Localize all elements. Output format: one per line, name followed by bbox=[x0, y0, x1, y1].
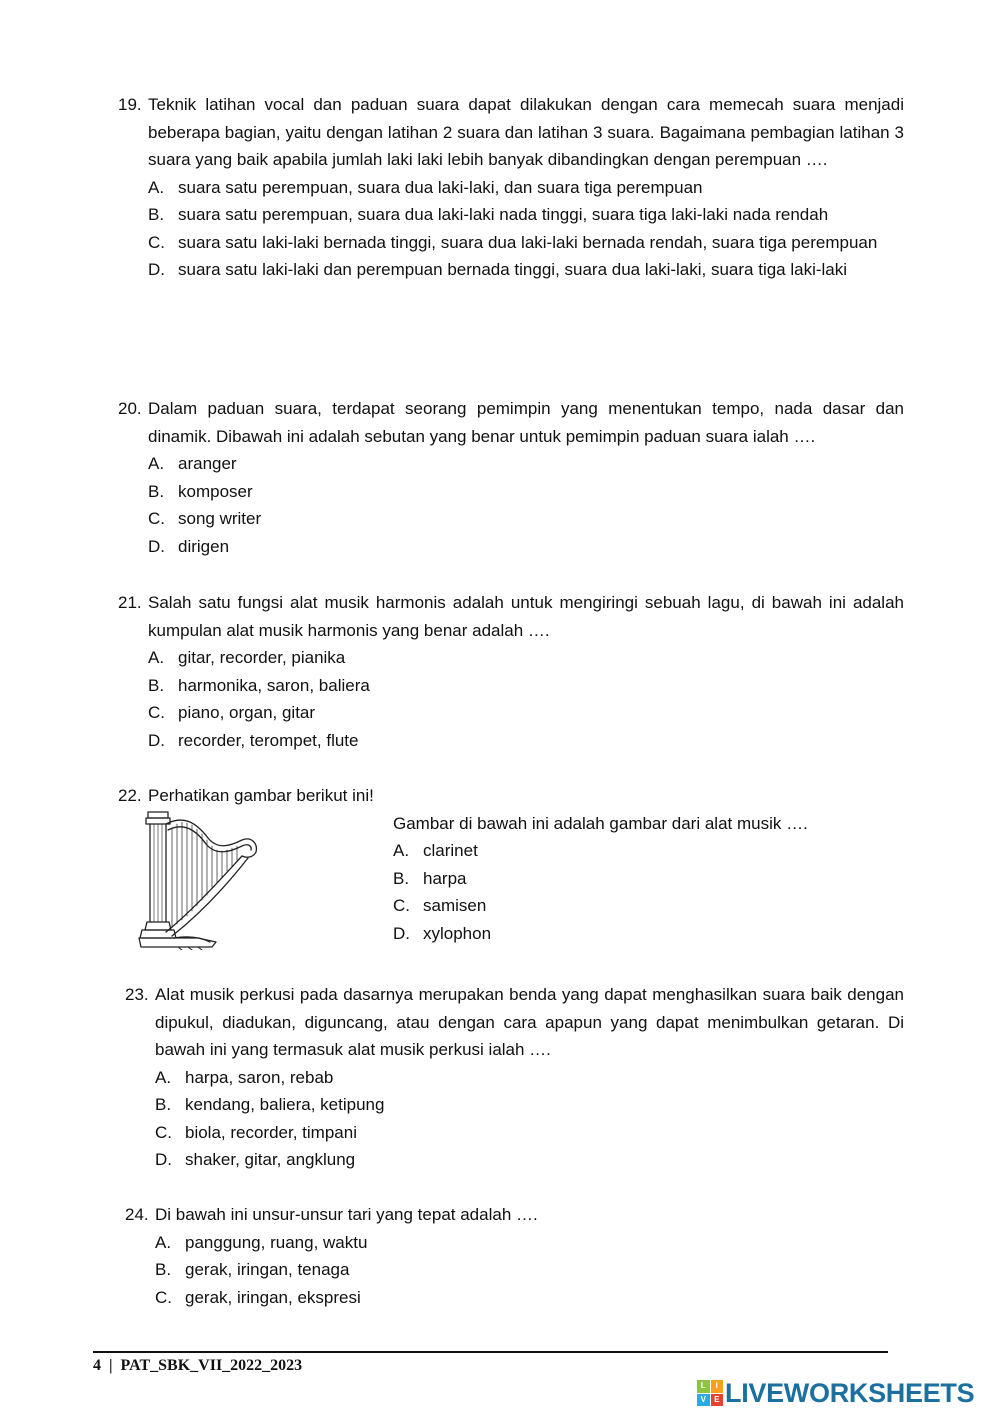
question-number: 23. bbox=[125, 985, 149, 1004]
option-text: suara satu laki-laki bernada tinggi, suara dua laki-laki bernada rendah, suara tiga perempuan bbox=[178, 232, 878, 252]
option-c[interactable] bbox=[125, 1284, 904, 1312]
option-text: piano, organ, gitar bbox=[178, 703, 316, 722]
option-d[interactable] bbox=[125, 1146, 904, 1174]
question-number: 24. bbox=[125, 1205, 149, 1224]
option-b[interactable] bbox=[393, 865, 893, 893]
option-a[interactable] bbox=[393, 837, 893, 865]
option-list bbox=[118, 174, 904, 284]
question-text: Di bawah ini unsur-unsur tari yang tepat adalah …. bbox=[155, 1205, 538, 1224]
option-c[interactable] bbox=[118, 699, 904, 727]
option-c[interactable] bbox=[125, 1119, 904, 1147]
question-prompt: Gambar di bawah ini adalah gambar dari alat musik …. bbox=[393, 813, 808, 833]
option-b[interactable] bbox=[125, 1091, 904, 1119]
question-23 bbox=[125, 981, 904, 1174]
option-text: shaker, gitar, angklung bbox=[185, 1150, 356, 1169]
option-text: gerak, iringan, tenaga bbox=[185, 1260, 350, 1279]
question-stem bbox=[118, 589, 904, 644]
option-b[interactable] bbox=[118, 201, 904, 229]
option-letter: A. bbox=[155, 1232, 172, 1252]
liveworksheets-watermark[interactable] bbox=[697, 1378, 974, 1408]
question-number: 19. bbox=[118, 95, 142, 114]
question-number: 21. bbox=[118, 593, 142, 612]
option-letter: A. bbox=[148, 454, 165, 473]
liveworksheets-text: LIVEWORKSHEETS bbox=[725, 1377, 975, 1408]
option-text: harpa, saron, rebab bbox=[185, 1067, 334, 1087]
harp-image bbox=[138, 810, 260, 950]
footer-rule bbox=[93, 1351, 888, 1353]
option-b[interactable] bbox=[118, 672, 904, 700]
option-letter: C. bbox=[148, 509, 165, 528]
option-list bbox=[125, 1229, 904, 1312]
question-text: Perhatikan gambar berikut ini! bbox=[148, 786, 374, 805]
option-text: komposer bbox=[178, 481, 253, 501]
option-d[interactable] bbox=[393, 920, 893, 948]
option-text: suara satu perempuan, suara dua laki-laki, dan suara tiga perempuan bbox=[178, 177, 703, 197]
option-text: suara satu laki-laki dan perempuan bernada tinggi, suara dua laki-laki, suara tiga laki-laki bbox=[178, 260, 848, 279]
option-text: panggung, ruang, waktu bbox=[185, 1232, 368, 1252]
option-text: samisen bbox=[423, 896, 487, 915]
option-text: gitar, recorder, pianika bbox=[178, 648, 346, 667]
logo-letter: L bbox=[697, 1380, 710, 1393]
option-letter: D. bbox=[148, 260, 165, 279]
option-letter: C. bbox=[155, 1287, 172, 1307]
question-text: Salah satu fungsi alat musik harmonis adalah untuk mengiringi sebuah lagu, di bawah ini adalah kumpulan alat musik harmonis yang benar adalah …. bbox=[148, 593, 904, 640]
option-a[interactable] bbox=[118, 174, 904, 202]
option-text: harpa bbox=[423, 868, 467, 888]
option-list bbox=[393, 837, 893, 947]
option-letter: B. bbox=[155, 1095, 172, 1114]
option-b[interactable] bbox=[125, 1256, 904, 1284]
option-letter: C. bbox=[155, 1122, 172, 1142]
option-c[interactable] bbox=[118, 505, 904, 533]
question-stem bbox=[125, 1201, 904, 1229]
question-number: 20. bbox=[118, 399, 142, 418]
option-c[interactable] bbox=[393, 892, 893, 920]
option-letter: B. bbox=[155, 1260, 172, 1279]
question-22 bbox=[118, 782, 904, 943]
option-letter: A. bbox=[155, 1067, 172, 1087]
option-text: suara satu perempuan, suara dua laki-laki nada tinggi, suara tiga laki-laki nada rendah bbox=[178, 205, 829, 224]
option-a[interactable] bbox=[118, 644, 904, 672]
option-text: recorder, terompet, flute bbox=[178, 730, 359, 750]
question-stem bbox=[118, 782, 904, 810]
option-letter: D. bbox=[155, 1150, 172, 1169]
option-b[interactable] bbox=[118, 478, 904, 506]
option-letter: B. bbox=[148, 205, 165, 224]
option-a[interactable] bbox=[118, 450, 904, 478]
question-stem bbox=[125, 981, 904, 1064]
question-stem bbox=[118, 395, 904, 450]
question-22-choices bbox=[393, 810, 893, 948]
option-letter: A. bbox=[393, 841, 410, 860]
option-text: harmonika, saron, baliera bbox=[178, 675, 370, 695]
option-text: xylophon bbox=[423, 923, 492, 943]
option-d[interactable] bbox=[118, 727, 904, 755]
option-text: aranger bbox=[178, 454, 237, 473]
question-19 bbox=[118, 91, 904, 284]
option-list bbox=[118, 450, 904, 560]
option-letter: C. bbox=[148, 703, 165, 722]
option-text: clarinet bbox=[423, 841, 478, 860]
option-letter: D. bbox=[148, 536, 165, 556]
option-list bbox=[125, 1064, 904, 1174]
page-footer: 4 | PAT_SBK_VII_2022_2023 bbox=[93, 1357, 303, 1374]
option-letter: D. bbox=[148, 730, 165, 750]
option-letter: C. bbox=[393, 896, 410, 915]
liveworksheets-logo-icon bbox=[697, 1380, 723, 1406]
question-21 bbox=[118, 589, 904, 754]
option-letter: B. bbox=[393, 868, 410, 888]
option-list bbox=[118, 644, 904, 754]
option-text: song writer bbox=[178, 509, 262, 528]
logo-letter: I bbox=[711, 1380, 724, 1393]
question-text: Teknik latihan vocal dan paduan suara dapat dilakukan dengan cara memecah suara menjadi beberapa bagian, yaitu dengan latihan 2 suara dan latihan 3 suara. Bagaimana pembagian latihan 3 suara yang baik apabila jumlah laki laki lebih banyak dibandingkan dengan perempuan …. bbox=[148, 95, 904, 169]
logo-letter: V bbox=[697, 1394, 710, 1407]
question-text: Dalam paduan suara, terdapat seorang pemimpin yang menentukan tempo, nada dasar dan dinamik. Dibawah ini adalah sebutan yang benar untuk pemimpin paduan suara ialah …. bbox=[148, 399, 904, 446]
option-letter: B. bbox=[148, 481, 165, 501]
option-c[interactable] bbox=[118, 229, 904, 257]
question-24 bbox=[125, 1201, 904, 1311]
option-text: kendang, baliera, ketipung bbox=[185, 1095, 385, 1114]
option-text: biola, recorder, timpani bbox=[185, 1122, 357, 1142]
option-text: dirigen bbox=[178, 536, 230, 556]
option-text: gerak, iringan, ekspresi bbox=[185, 1287, 361, 1307]
option-letter: C. bbox=[148, 232, 165, 252]
option-d[interactable] bbox=[118, 256, 904, 284]
option-letter: D. bbox=[393, 923, 410, 943]
option-a[interactable] bbox=[125, 1064, 904, 1092]
question-stem bbox=[118, 91, 904, 174]
question-number: 22. bbox=[118, 786, 142, 805]
option-letter: A. bbox=[148, 648, 165, 667]
question-20 bbox=[118, 395, 904, 560]
option-letter: A. bbox=[148, 177, 165, 197]
option-letter: B. bbox=[148, 675, 165, 695]
option-a[interactable] bbox=[125, 1229, 904, 1257]
logo-letter: E bbox=[711, 1394, 724, 1407]
option-d[interactable] bbox=[118, 533, 904, 561]
question-text: Alat musik perkusi pada dasarnya merupakan benda yang dapat menghasilkan suara baik dengan dipukul, diadukan, diguncang, atau dengan cara apapun yang dapat menimbulkan getaran. Di bawah ini yang termasuk alat musik perkusi ialah …. bbox=[155, 985, 904, 1059]
